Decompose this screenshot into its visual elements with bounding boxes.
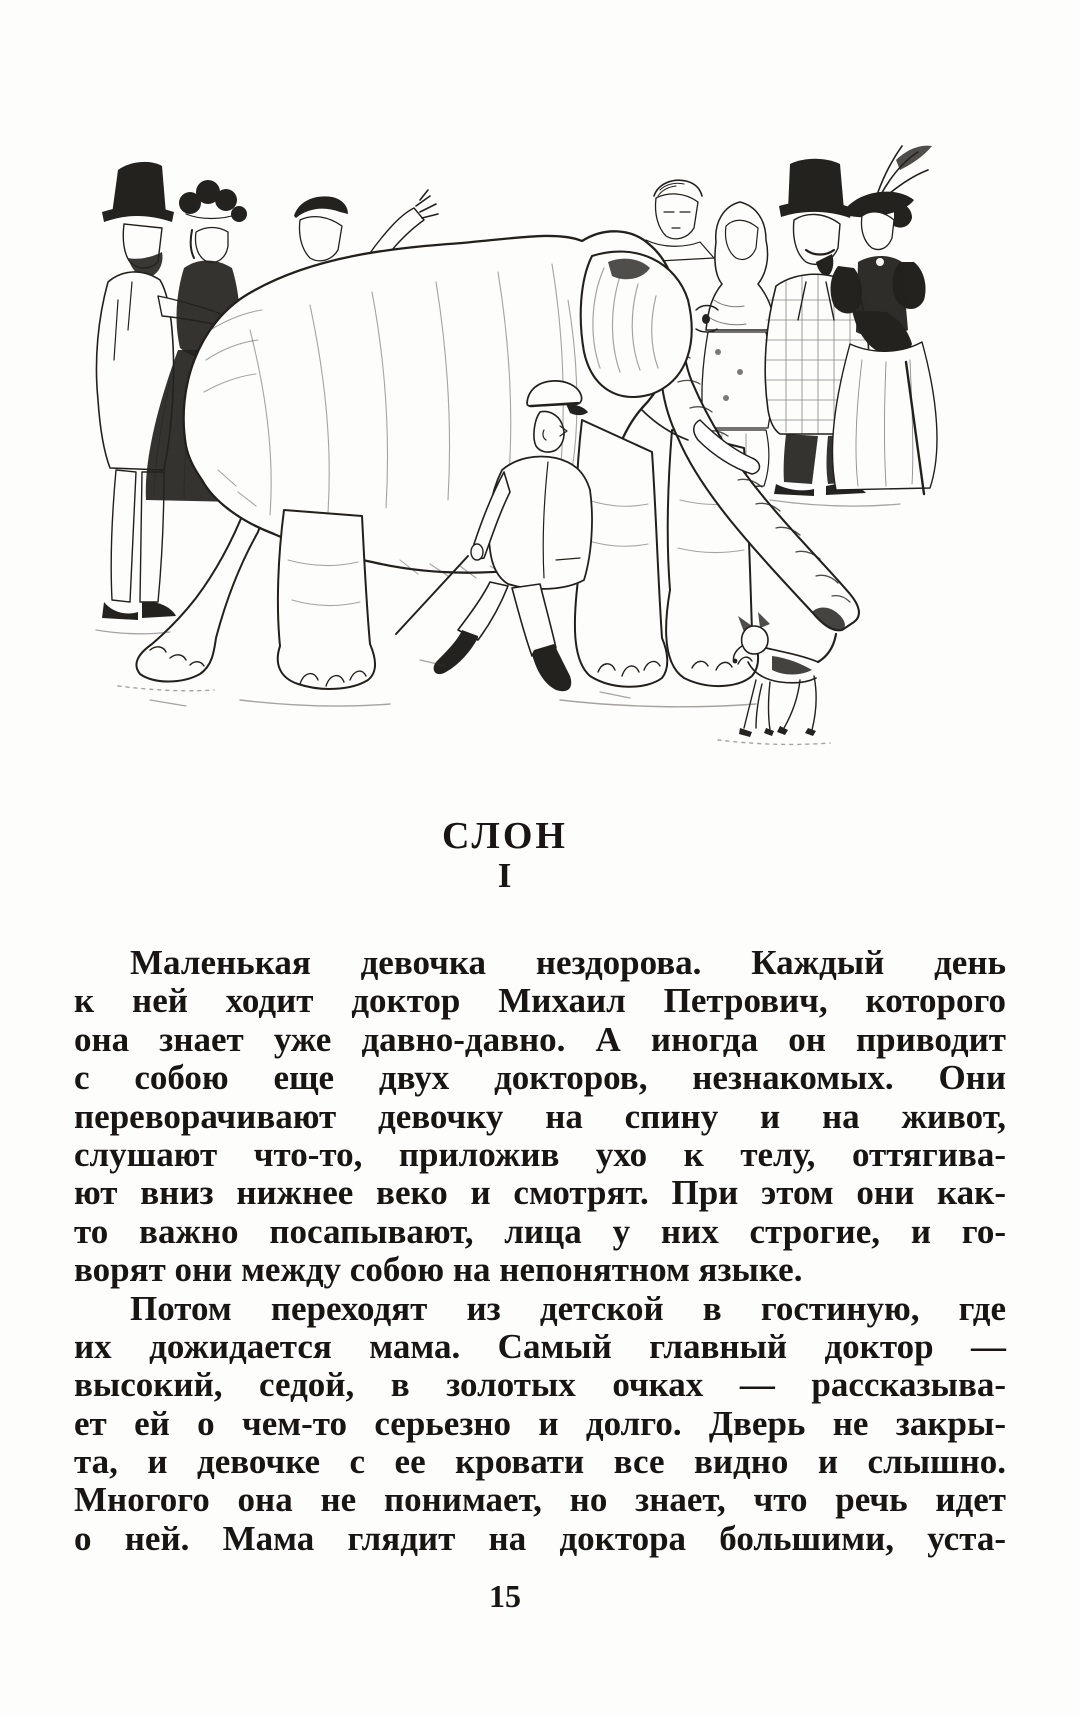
text-line: к ней ходит доктор Михаил Петрович, которого [74,981,1006,1021]
story-title: СЛОН [442,815,568,858]
text-line: та, и девочке с ее кровати все видно и слышно. [74,1442,1006,1482]
text-line: Потом переходят из детской в гостиную, где [130,1288,1006,1328]
text-line: с собою еще двух докторов, незнакомых. Они [74,1058,1006,1098]
text-line: ворят они между собою на непонятном языке. [74,1250,803,1290]
text-line: о ней. Мама глядит на доктора большими, уста- [74,1518,1006,1558]
text-line: их дожидается мама. Самый главный доктор — [74,1326,1006,1366]
text-line: переворачивают девочку на спину и на живот, [74,1096,1006,1136]
text-line: ет ей о чем-то серьезно и долго. Дверь не закры- [74,1403,1006,1443]
text-line: высокий, седой, в золотых очках — рассказыва- [74,1365,1006,1405]
text-line: то важно посапывают, лица у них строгие, и го- [74,1211,1006,1251]
text-line: Многого она не понимает, но знает, что речь идет [74,1480,1006,1520]
body-text [74,944,1006,1558]
elephant-walk-illustration [0,0,1080,760]
text-line: слушают что-то, приложив ухо к телу, оттягива- [74,1134,1006,1174]
chapter-numeral: I [497,856,513,895]
text-line: она знает уже давно-давно. А иногда он приводит [74,1019,1006,1059]
text-line: Маленькая девочка нездорова. Каждый день [130,943,1006,982]
page-number: 15 [489,1578,521,1614]
text-line: ют вниз нижнее веко и смотрят. При этом они как- [74,1173,1006,1213]
